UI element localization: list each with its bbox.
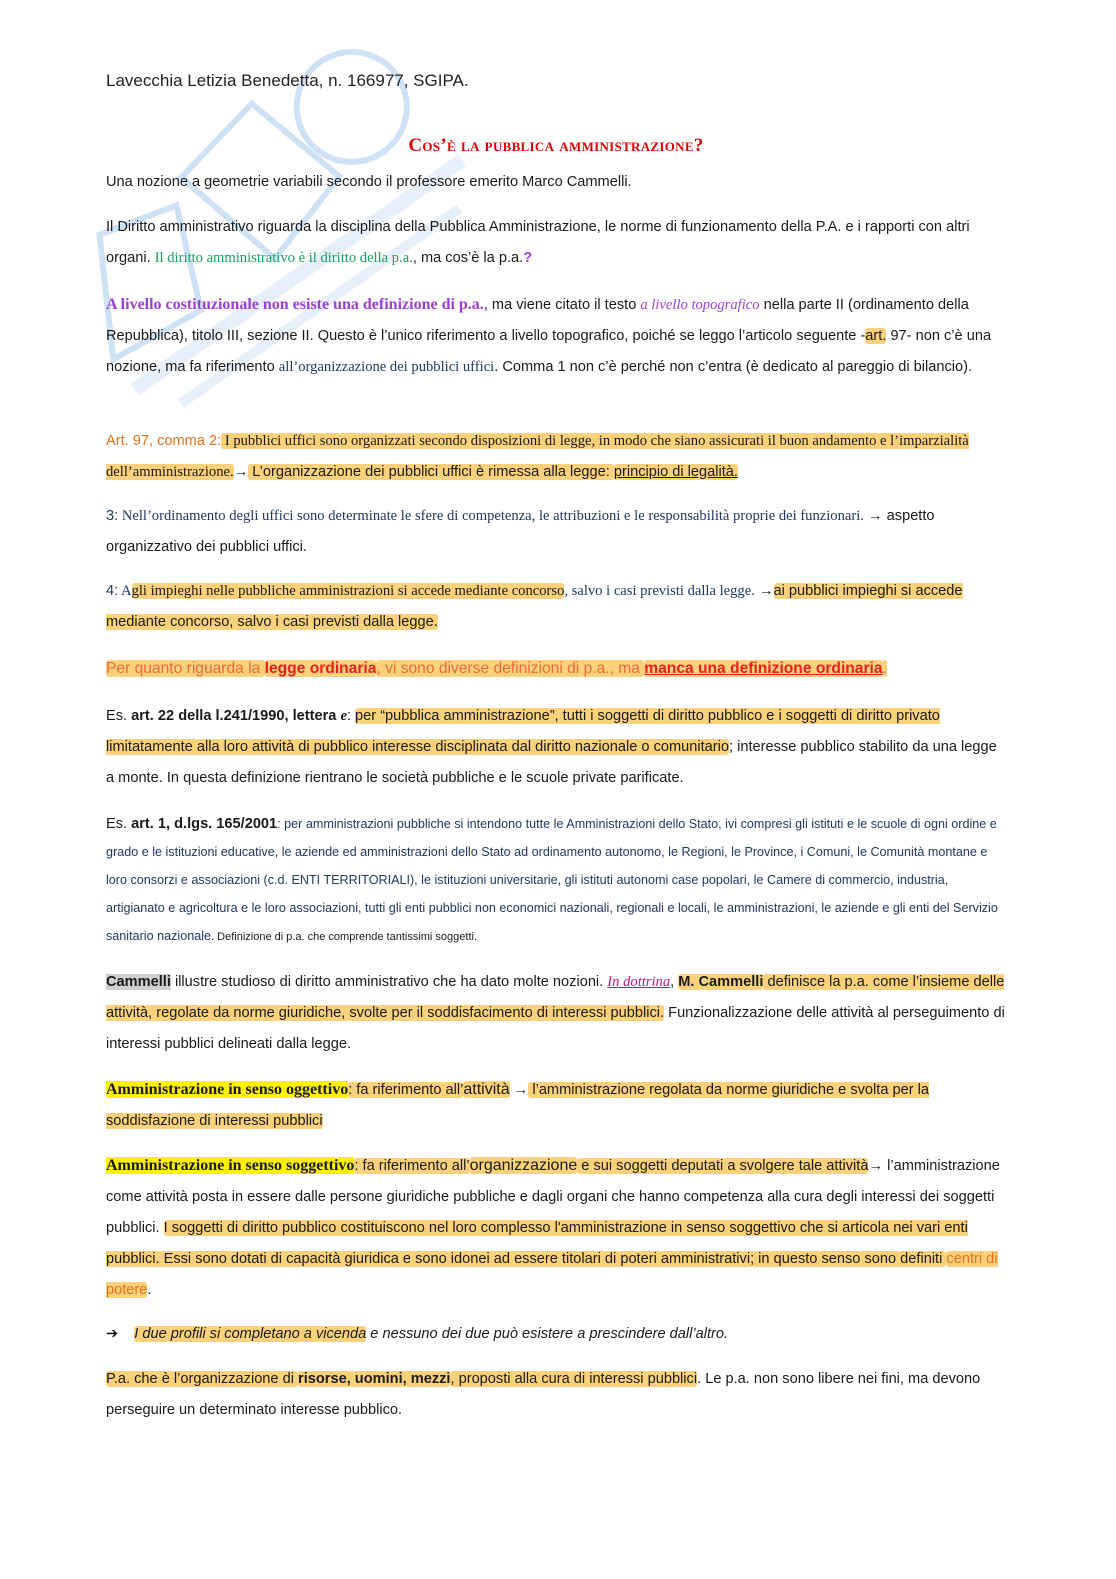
p4-quote: I pubblici uffici sono organizzati secondo disposizioni di legge, in modo che siano assicurati il buon andamento e l’imparzialità dell’amministrazione.	[106, 433, 969, 480]
p10-text: illustre studioso di diritto amministrativo che ha dato molte nozioni.	[170, 974, 608, 990]
p6-label: 4:	[106, 583, 119, 599]
paragraph-senso-oggettivo	[106, 1074, 1006, 1137]
paragraph-dlgs165	[106, 810, 1006, 951]
p7-e: .	[882, 660, 887, 677]
p12-d: e sui soggetti deputati a svolgere tale attività	[577, 1158, 869, 1174]
paragraph-risorse	[106, 1364, 1006, 1426]
p7-manca: manca una definizione ordinaria	[644, 660, 883, 677]
p10-mcammelli: M. Cammelli	[678, 974, 764, 990]
p6-a: A	[118, 583, 132, 599]
p11-b: : fa riferimento all’	[348, 1082, 464, 1098]
paragraph-comma4	[106, 576, 1006, 638]
p3-text: , ma viene citato il testo	[483, 297, 641, 313]
p8-quote: per “pubblica amministrazione”, tutti i soggetti di diritto pubblico e i soggetti di diritto privato limitatamente alla loro attività di pubblico interesse disciplinata dal diritto nazionale o comunitario	[106, 708, 940, 755]
p8-lettera: e	[340, 708, 347, 724]
p9-note: . Definizione di p.a. che comprende tantissimi soggetti.	[211, 931, 478, 943]
p10-text2: Funzionalizzazione delle attività al perseguimento di interessi pubblici delineati dalla legge.	[106, 1005, 1005, 1052]
p14-risorse: risorse, uomini, mezzi	[298, 1371, 451, 1387]
arrow-icon: →	[509, 1082, 529, 1098]
p9-list: : per amministrazioni pubbliche si intendono tutte le Amministrazioni dello Stato, ivi compresi gli istituti e le scuole di ogni ordine e grado e le istituzioni educative, le aziende ed amministrazioni dello Stato ad ordinamento autonomo, le Regioni, le Province, i Comuni, le Comunità montane e loro consorzi e associazioni (c.d. ENTI TERRITORIALI), le istituzioni universitarie, gli istituti autonomi case popolari, le Camere di commercio, industria, artigianato e agricoltura e le loro associazioni, tutti gli enti pubblici non economici nazionali, regionali e locali, le amministrazioni, le aziende e gli enti del Servizio sanitario nazionale	[106, 817, 998, 943]
p12-e: l’amministrazione come attività posta in essere dalle persone giuridiche pubbliche e dagli organi che hanno competenza alla cura degli interessi dei soggetti pubblici.	[106, 1158, 1000, 1236]
p6-quote: gli impieghi nelle pubbliche amministrazioni si accede mediante concorso	[131, 583, 565, 599]
p14-d: . Le p.a. non sono libere nei fini, ma devono perseguire un determinato interesse pubblico.	[106, 1371, 981, 1418]
p3-organizzazione: all’organizzazione dei pubblici uffici	[278, 359, 495, 375]
p3-text2: nella parte II (ordinamento della Repubblica), titolo III, sezione II. Questo è l’unico riferimento a livello topografico, poiché se leggo l’articolo seguente -	[106, 297, 969, 344]
paragraph-l241	[106, 701, 1006, 794]
p2-question: ?	[523, 250, 533, 266]
p14-a: P.a. che è l’organizzazione di	[106, 1371, 299, 1387]
p13-a: I due profili si completano a vicenda	[134, 1326, 367, 1342]
arrow-bullet-icon: ➔	[106, 1326, 119, 1342]
p12-b: : fa riferimento all’	[354, 1158, 470, 1174]
paragraph-art97-c2	[106, 426, 1006, 488]
p10-cammelli: Cammelli	[106, 974, 171, 990]
author-line: Lavecchia Letizia Benedetta, n. 166977, SGIPA.	[106, 71, 469, 90]
p11-attivita: attività	[463, 1081, 510, 1098]
arrow-icon: →	[868, 1158, 884, 1174]
p3-heading: A livello costituzionale non esiste una definizione di p.a.	[106, 296, 484, 313]
p10-def: definisce la p.a. come l’insieme delle attività, regolate da norme giuridiche, svolte per il soddisfacimento di interessi pubblici.	[106, 974, 1005, 1021]
p2-text2: , ma cos’è la p.a.	[412, 250, 524, 266]
p12-organizzazione: organizzazione	[469, 1157, 578, 1174]
arrow-icon: →	[754, 583, 774, 599]
arrow-icon: →	[233, 464, 249, 480]
p12-heading: Amministrazione in senso soggettivo	[106, 1157, 355, 1174]
arrow-icon: →	[863, 508, 883, 524]
p9-ref: art. 1, d.lgs. 165/2001	[131, 816, 278, 832]
p2-text: Il Diritto amministrativo riguarda la disciplina della Pubblica Amministrazione, le norme di funzionamento della P.A. e i rapporti con altri organi.	[106, 219, 970, 266]
p3-topografico: a livello topografico	[640, 297, 760, 313]
p8-colon: :	[346, 708, 356, 724]
p14-c: , proposti alla cura di interessi pubblici	[450, 1371, 698, 1387]
p2-green: Il diritto amministrativo è il diritto della p.a.	[154, 250, 413, 266]
p6-text: ai pubblici impieghi si accede mediante concorso, salvo i casi previsti dalla legge.	[106, 583, 963, 630]
p6-quote2: , salvo i casi previsti dalla legge.	[564, 583, 755, 599]
p11-heading: Amministrazione in senso oggettivo	[106, 1081, 349, 1098]
p12-centri: centri di potere	[106, 1251, 998, 1298]
paragraph-constitution	[106, 289, 1006, 383]
p8-ref: art. 22 della l.241/1990, lettera	[131, 708, 341, 724]
p7-c: , vi sono diverse definizioni di p.a., ma	[376, 660, 645, 677]
p8-text: ; interesse pubblico stabilito da una legge a monte. In questa definizione rientrano le società pubbliche e le scuole private parificate.	[106, 739, 997, 786]
p8-es: Es.	[106, 708, 132, 724]
p10-dottrina: In dottrina	[607, 974, 671, 990]
p4-label: Art. 97, comma 2:	[106, 433, 222, 449]
p3-text3: 97- non c’è una nozione, ma fa riferimento	[106, 328, 992, 375]
p5-text: aspetto organizzativo dei pubblici uffici.	[106, 508, 935, 555]
paragraph-cammelli	[106, 967, 1006, 1060]
p3-text4: . Comma 1 non c’è perché non c’entra (è dedicato al pareggio di bilancio).	[494, 359, 973, 375]
p3-art: art.	[865, 328, 887, 344]
p4-legalita: principio di legalità.	[613, 464, 738, 480]
p5-label: 3:	[106, 508, 119, 524]
paragraph-comma3	[106, 501, 1006, 563]
p7-legge: legge ordinaria	[264, 660, 377, 677]
paragraph-senso-soggettivo	[106, 1150, 1006, 1306]
p12-h: .	[147, 1282, 152, 1298]
paragraph-legge-ordinaria	[106, 653, 1006, 684]
p13-b: e nessuno dei due può esistere a prescindere dall’altro.	[366, 1326, 729, 1342]
p9-es: Es.	[106, 816, 132, 832]
paragraph-definition	[106, 212, 1006, 274]
p7-a: Per quanto riguarda la	[106, 660, 265, 677]
intro-paragraph: Una nozione a geometrie variabili secondo il professore emerito Marco Cammelli.	[106, 174, 632, 190]
p11-d: l’amministrazione regolata da norme giuridiche e svolta per la soddisfazione di interessi pubblici	[106, 1082, 929, 1129]
page-title: Cos’è la pubblica amministrazione?	[408, 135, 704, 156]
p10-comma: ,	[670, 974, 679, 990]
p5-quote: Nell’ordinamento degli uffici sono determinate le sfere di competenza, le attribuzioni e le responsabilità proprie dei funzionari.	[118, 508, 864, 524]
paragraph-profili	[106, 1319, 1006, 1350]
p4-text: L’organizzazione dei pubblici uffici è rimessa alla legge:	[248, 464, 614, 480]
p12-f: I soggetti di diritto pubblico costituiscono nel loro complesso l'amministrazione in senso soggettivo che si articola nei vari enti pubblici. Essi sono dotati di capacità giuridica e sono idonei ad essere titolari di poteri amministrativi; in questo senso sono definiti	[106, 1220, 968, 1267]
